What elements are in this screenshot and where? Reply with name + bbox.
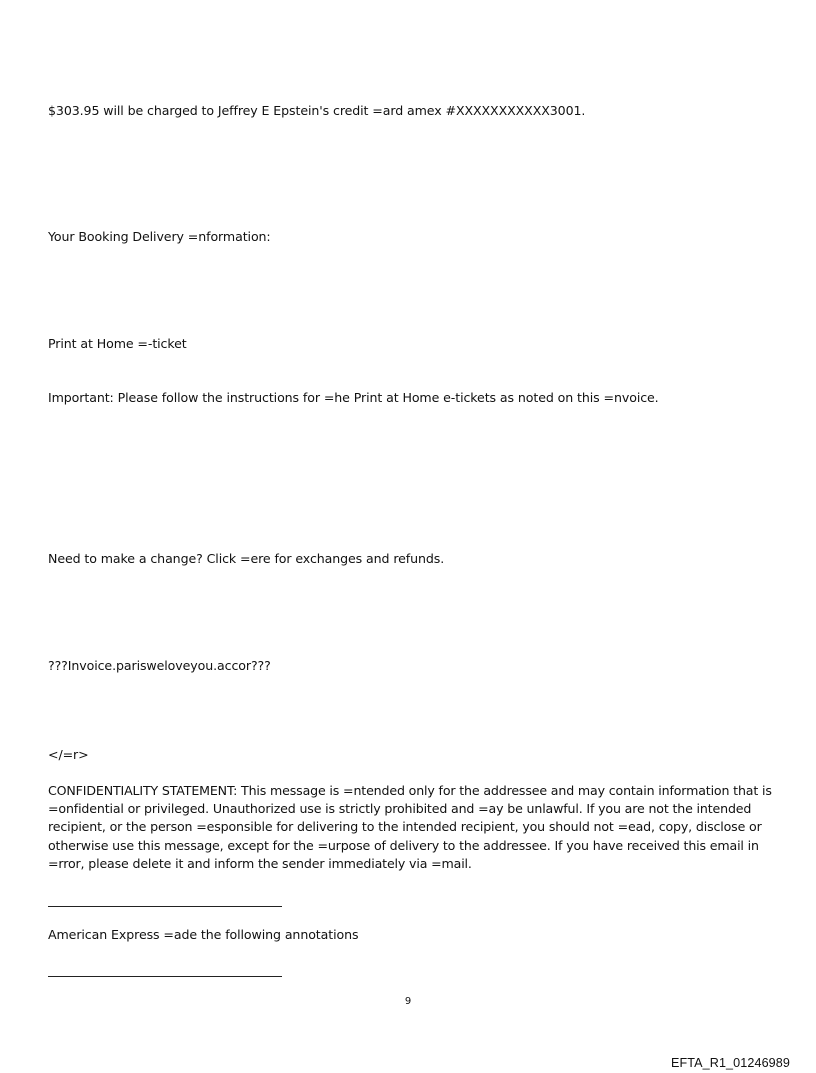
annotations-line: American Express =ade the following annotations bbox=[48, 927, 359, 942]
closing-tag-line: </=r> bbox=[48, 747, 89, 762]
separator-rule-bottom bbox=[48, 976, 282, 977]
separator-rule-top bbox=[48, 906, 282, 907]
page-number: 9 bbox=[404, 996, 412, 1007]
important-note: Important: Please follow the instructions for =he Print at Home e-tickets as noted on this =nvoice. bbox=[48, 390, 659, 405]
change-line: Need to make a change? Click =ere for exchanges and refunds. bbox=[48, 551, 445, 566]
delivery-heading: Your Booking Delivery =nformation: bbox=[48, 229, 271, 244]
document-id: EFTA_R1_01246989 bbox=[671, 1056, 790, 1070]
confidentiality-statement: CONFIDENTIALITY STATEMENT: This message is =ntended only for the addressee and may contain information that is =onfidential or privileged. Unauthorized use is strictly prohibited and =ay be unlawful. If you are not the intended recipient, or the person =esponsible for delivering to the intended recipient, you should not =ead, copy, disclose or otherwise use this message, except for the =urpose of delivery to the addressee. If you have received this email in =rror, please delete it and inform the sender immediately via =mail. bbox=[48, 783, 772, 871]
delivery-method: Print at Home =-ticket bbox=[48, 336, 187, 351]
invoice-reference: ???Invoice.parisweloveyou.accor??? bbox=[48, 658, 271, 673]
charge-line: $303.95 will be charged to Jeffrey E Epstein's credit =ard amex #XXXXXXXXXXX3001. bbox=[48, 103, 586, 118]
